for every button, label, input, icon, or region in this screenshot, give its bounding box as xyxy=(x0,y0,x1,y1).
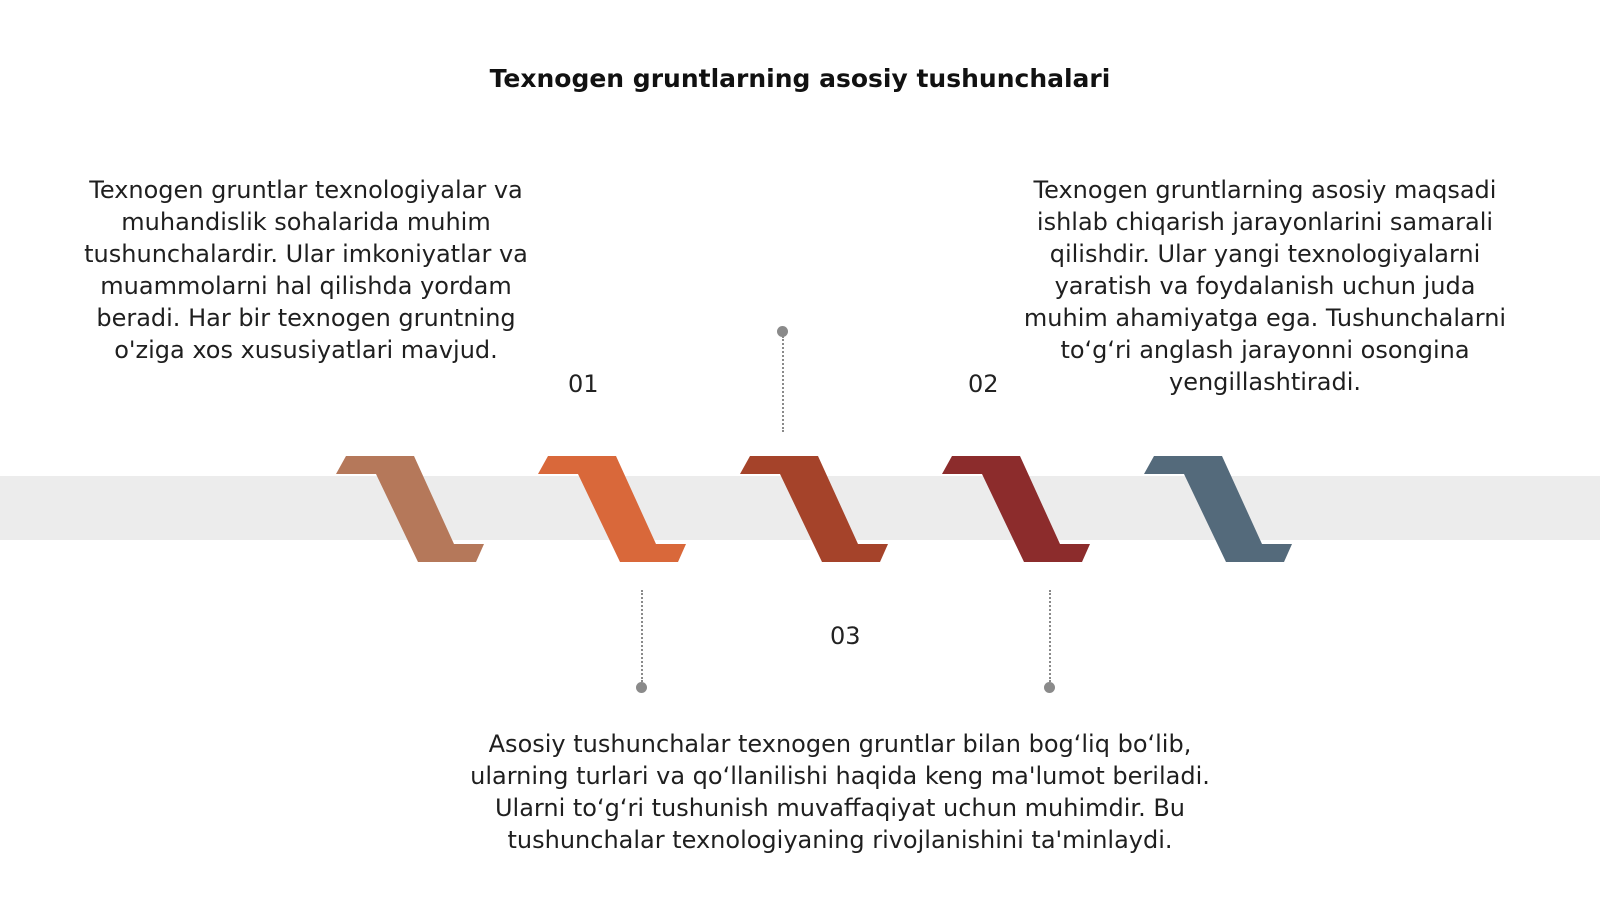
chevron-3-shape xyxy=(740,456,888,562)
chevron-5 xyxy=(1144,456,1294,562)
chevron-4-shape xyxy=(942,456,1090,562)
connector-left-line xyxy=(641,590,643,682)
connector-left-dot xyxy=(636,682,647,693)
chevron-1 xyxy=(336,456,486,562)
step-1-description: Texnogen gruntlar texnologiyalar va muhandislik sohalarida muhim tushunchalardir. Ular imkoniyatlar va muammolarni hal qilishda yordam beradi. Har bir texnogen gruntning o'ziga xos xususiyatlari mavjud. xyxy=(84,176,528,364)
chevron-2-shape xyxy=(538,456,686,562)
chevron-5-shape xyxy=(1144,456,1292,562)
step-3-description: Asosiy tushunchalar texnogen gruntlar bilan bog‘liq bo‘lib, ularning turlari va qo‘llanilishi haqida keng ma'lumot beriladi. Ularni to‘g‘ri tushunish muvaffaqiyat uchun muhimdir. Bu tushunchalar texnologiyaning rivojlanishini ta'minlaydi. xyxy=(470,730,1210,854)
step-2-description: Texnogen gruntlarning asosiy maqsadi ishlab chiqarish jarayonlarini samarali qilishdir. Ular yangi texnologiyalarni yaratish va foydalanish uchun juda muhim ahamiyatga ega. Tushunchalarni to‘g‘ri anglash jarayonni osongina yengillashtiradi. xyxy=(1023,176,1507,396)
slide-title: Texnogen gruntlarning asosiy tushunchalari xyxy=(489,64,1111,93)
chevron-3 xyxy=(740,456,890,562)
step-3-number: 03 xyxy=(830,622,861,650)
chevron-4 xyxy=(942,456,1092,562)
chevron-2 xyxy=(538,456,688,562)
chevron-1-shape xyxy=(336,456,484,562)
step-2-number: 02 xyxy=(968,370,999,398)
connector-right-line xyxy=(1049,590,1051,682)
connector-top-line xyxy=(782,336,784,432)
step-1-number: 01 xyxy=(568,370,599,398)
connector-right-dot xyxy=(1044,682,1055,693)
